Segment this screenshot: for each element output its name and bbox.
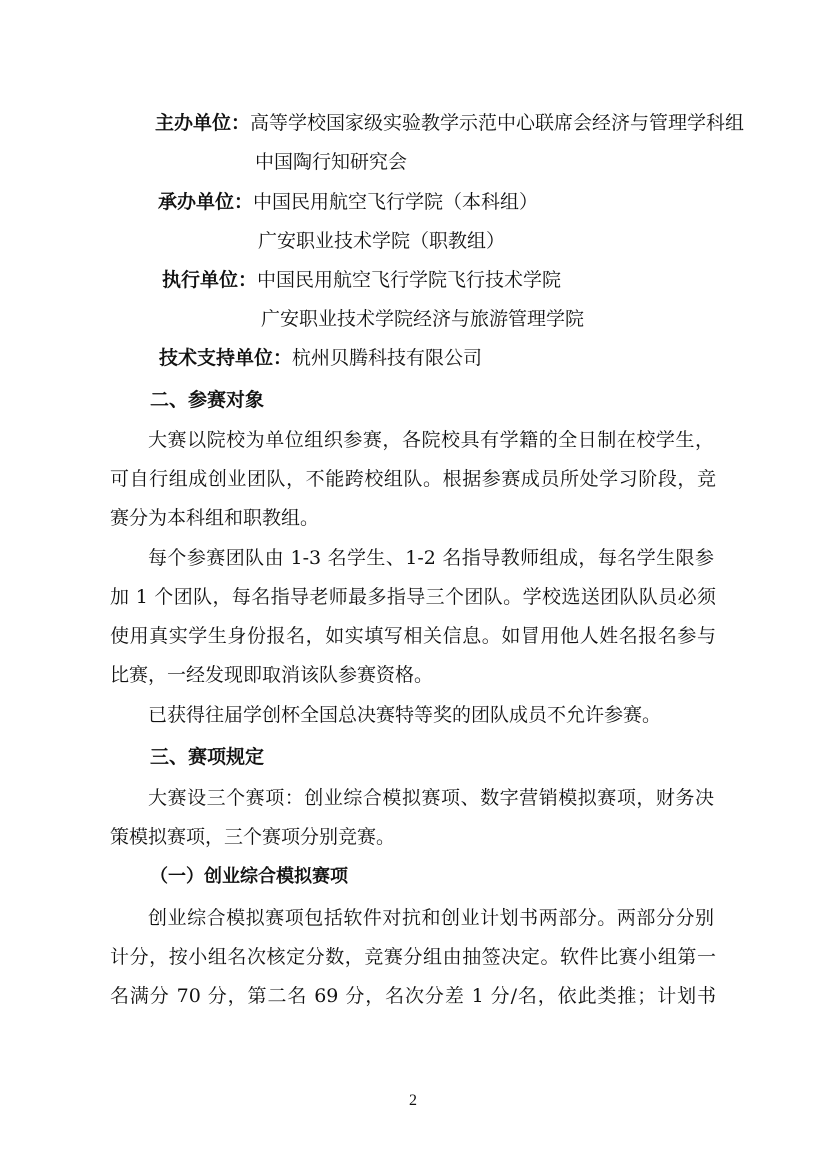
execute-row <box>162 267 561 293</box>
host-row <box>155 110 744 136</box>
section3-p1-line1: 大赛设三个赛项：创业综合模拟赛项、数字营销模拟赛项，财务决 <box>148 787 714 809</box>
section3-p1-line2: 策模拟赛项，三个赛项分别竞赛。 <box>110 826 396 848</box>
execute-line1: 中国民用航空飞行学院飞行技术学院 <box>257 269 562 291</box>
section2-heading: 二、参赛对象 <box>150 389 265 411</box>
section2-p2-line4: 比赛，一经发现即取消该队参赛资格。 <box>110 664 434 686</box>
tech-row <box>159 345 482 371</box>
section3-p2-line3: 名满分 70 分，第二名 69 分，名次分差 1 分/名，依此类推；计划书 <box>110 985 716 1007</box>
page-number: 2 <box>409 1092 417 1109</box>
section2-p2-line2: 加 1 个团队，每名指导老师最多指导三个团队。学校选送团队队员必须 <box>110 586 716 608</box>
host-label: 主办单位： <box>155 112 251 134</box>
tech-value: 杭州贝腾科技有限公司 <box>292 347 483 369</box>
host-line1: 高等学校国家级实验教学示范中心联席会经济与管理学科组 <box>250 112 745 134</box>
undertake-row <box>158 189 538 215</box>
undertake-line1: 中国民用航空飞行学院（本科组） <box>253 191 539 213</box>
section2-p1-line3: 赛分为本科组和职教组。 <box>110 507 320 529</box>
section3-sub1-heading: （一）创业综合模拟赛项 <box>150 866 348 887</box>
undertake-label: 承办单位： <box>158 191 254 213</box>
section2-p1-line2: 可自行组成创业团队，不能跨校组队。根据参赛成员所处学习阶段，竞 <box>110 468 716 490</box>
section2-p1-line1: 大赛以院校为单位组织参赛，各院校具有学籍的全日制在校学生， <box>148 429 714 451</box>
tech-label: 技术支持单位： <box>159 347 293 369</box>
undertake-line2: 广安职业技术学院（职教组） <box>258 230 506 252</box>
section2-p2-line3: 使用真实学生身份报名，如实填写相关信息。如冒用他人姓名报名参与 <box>110 625 716 647</box>
section2-p3-line1: 已获得往届学创杯全国总决赛特等奖的团队成员不允许参赛。 <box>148 704 662 726</box>
execute-line2: 广安职业技术学院经济与旅游管理学院 <box>261 308 585 330</box>
section2-p2-line1: 每个参赛团队由 1-3 名学生、1-2 名指导教师组成，每名学生限参 <box>148 547 714 569</box>
host-line2: 中国陶行知研究会 <box>255 151 408 173</box>
section3-p2-line1: 创业综合模拟赛项包括软件对抗和创业计划书两部分。两部分分别 <box>148 907 714 929</box>
section3-p2-line2: 计分，按小组名次核定分数，竞赛分组由抽签决定。软件比赛小组第一 <box>110 946 716 968</box>
section3-heading: 三、赛项规定 <box>150 746 265 768</box>
execute-label: 执行单位： <box>162 269 258 291</box>
